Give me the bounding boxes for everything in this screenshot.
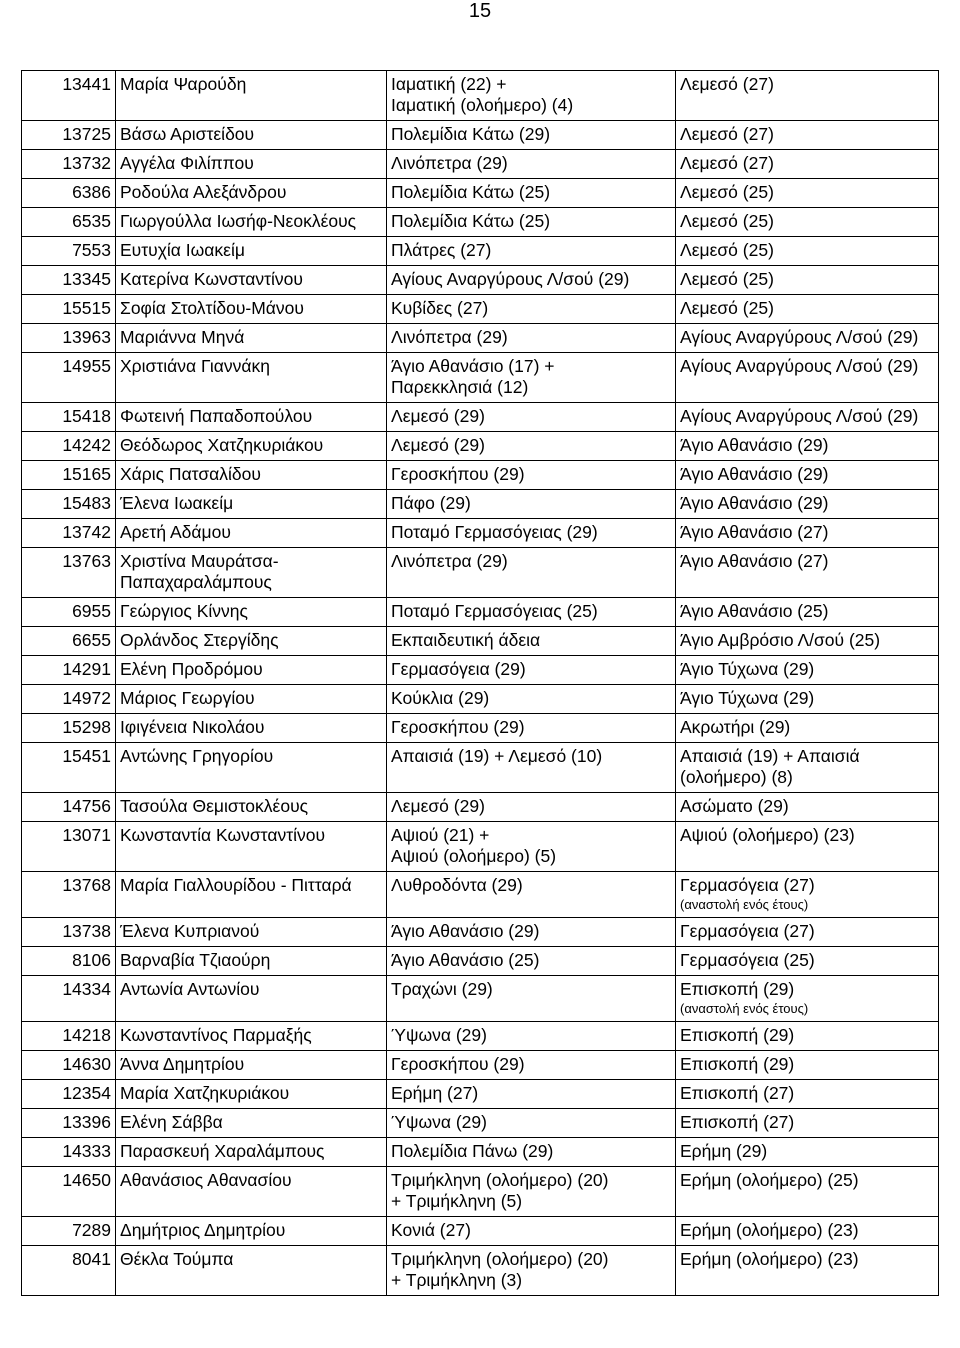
destination-line: Λεμεσό (25) (680, 240, 774, 260)
origin-school-cell (387, 793, 676, 822)
table-row (22, 324, 939, 353)
teacher-id-cell: 15483 (22, 490, 116, 519)
origin-line: Λινόπετρα (29) (391, 327, 508, 347)
table-row (22, 519, 939, 548)
teacher-id-cell: 12354 (22, 1080, 116, 1109)
origin-line: Αψιού (ολοήμερο) (5) (391, 846, 557, 866)
destination-school-cell (676, 121, 939, 150)
teacher-name-cell: Κωνσταντία Κωνσταντίνου (116, 822, 387, 872)
teacher-id-cell: 14756 (22, 793, 116, 822)
destination-school-cell (676, 1167, 939, 1217)
origin-line: Πολεμίδια Πάνω (29) (391, 1141, 554, 1161)
transfer-table-body (22, 71, 939, 1296)
destination-line: Επισκοπή (27) (680, 1112, 795, 1132)
teacher-name-cell: Μαρία Γιαλλουρίδου - Πιτταρά (116, 872, 387, 918)
origin-line: Γεροσκήπου (29) (391, 717, 525, 737)
teacher-name-cell: Βάσω Αριστείδου (116, 121, 387, 150)
destination-school-cell (676, 266, 939, 295)
teacher-name-cell: Ελένη Προδρόμου (116, 656, 387, 685)
origin-line: Κονιά (27) (391, 1220, 471, 1240)
origin-line: Αγίους Αναργύρους Λ/σού (29) (391, 269, 630, 289)
origin-school-cell (387, 1051, 676, 1080)
origin-school-cell (387, 490, 676, 519)
destination-line: Ακρωτήρι (29) (680, 717, 791, 737)
origin-line: Πλάτρες (27) (391, 240, 492, 260)
origin-school-cell (387, 743, 676, 793)
destination-line: Αγίους Αναργύρους Λ/σού (29) (680, 356, 919, 376)
teacher-id-cell: 6535 (22, 208, 116, 237)
destination-line: Επισκοπή (27) (680, 1083, 795, 1103)
teacher-name-cell: Μαρία Ψαρούδη (116, 71, 387, 121)
destination-school-cell (676, 872, 939, 918)
table-row (22, 656, 939, 685)
destination-line: Γερμασόγεια (25) (680, 950, 815, 970)
origin-line: Ποταμό Γερμασόγειας (25) (391, 601, 598, 621)
teacher-id-cell: 7289 (22, 1217, 116, 1246)
table-row (22, 1217, 939, 1246)
teacher-name-cell: Κωνσταντίνος Παρμαξής (116, 1022, 387, 1051)
table-row (22, 121, 939, 150)
destination-school-cell (676, 461, 939, 490)
teacher-id-cell: 13725 (22, 121, 116, 150)
teacher-id-cell: 15298 (22, 714, 116, 743)
destination-school-cell (676, 353, 939, 403)
table-row (22, 627, 939, 656)
teacher-name-cell: Ελένη Σάββα (116, 1109, 387, 1138)
table-row (22, 150, 939, 179)
teacher-name-cell: Ιφιγένεια Νικολάου (116, 714, 387, 743)
destination-school-cell (676, 237, 939, 266)
origin-school-cell (387, 208, 676, 237)
teacher-name-cell: Γιωργούλλα Ιωσήφ-Νεοκλέους (116, 208, 387, 237)
origin-line: Πολεμίδια Κάτω (25) (391, 211, 551, 231)
origin-line: Ύψωνα (29) (391, 1025, 487, 1045)
destination-school-cell (676, 598, 939, 627)
origin-school-cell (387, 598, 676, 627)
table-row (22, 179, 939, 208)
teacher-id-cell: 6955 (22, 598, 116, 627)
origin-school-cell (387, 432, 676, 461)
origin-line: Άγιο Αθανάσιο (25) (391, 950, 540, 970)
destination-line: Άγιο Αθανάσιο (29) (680, 435, 829, 455)
origin-line: Απαισιά (19) + Λεμεσό (10) (391, 746, 603, 766)
origin-line: Πάφο (29) (391, 493, 471, 513)
origin-school-cell (387, 822, 676, 872)
table-row (22, 403, 939, 432)
destination-school-cell (676, 490, 939, 519)
origin-school-cell (387, 237, 676, 266)
origin-line: Γεροσκήπου (29) (391, 1054, 525, 1074)
table-row (22, 266, 939, 295)
origin-line: Λινόπετρα (29) (391, 551, 508, 571)
origin-line: Γερμασόγεια (29) (391, 659, 526, 679)
teacher-id-cell: 13763 (22, 548, 116, 598)
origin-line: Πολεμίδια Κάτω (25) (391, 182, 551, 202)
destination-line: Επισκοπή (29) (680, 979, 795, 999)
origin-school-cell (387, 1080, 676, 1109)
destination-line: Ερήμη (ολοήμερο) (25) (680, 1170, 859, 1190)
teacher-id-cell: 14242 (22, 432, 116, 461)
destination-school-cell (676, 793, 939, 822)
origin-line: Τραχώνι (29) (391, 979, 493, 999)
table-row (22, 976, 939, 1022)
destination-school-cell (676, 1138, 939, 1167)
teacher-id-cell: 13963 (22, 324, 116, 353)
origin-line: Ύψωνα (29) (391, 1112, 487, 1132)
table-row (22, 743, 939, 793)
teacher-name-cell: Ευτυχία Ιωακείμ (116, 237, 387, 266)
destination-school-cell (676, 743, 939, 793)
teacher-name-cell: Τασούλα Θεμιστοκλέους (116, 793, 387, 822)
teacher-name-cell: Θεόδωρος Χατζηκυριάκου (116, 432, 387, 461)
teacher-id-cell: 14955 (22, 353, 116, 403)
destination-school-cell (676, 519, 939, 548)
origin-line: Άγιο Αθανάσιο (29) (391, 921, 540, 941)
destination-school-cell (676, 1080, 939, 1109)
origin-school-cell (387, 403, 676, 432)
teacher-id-cell: 6655 (22, 627, 116, 656)
origin-school-cell (387, 324, 676, 353)
destination-school-cell (676, 295, 939, 324)
destination-line: Λεμεσό (25) (680, 211, 774, 231)
teacher-name-cell: Παρασκευή Χαραλάμπους (116, 1138, 387, 1167)
destination-school-cell (676, 208, 939, 237)
destination-line: Λεμεσό (27) (680, 74, 774, 94)
table-row (22, 1051, 939, 1080)
teacher-name-cell: Χριστιάνα Γιαννάκη (116, 353, 387, 403)
origin-school-cell (387, 266, 676, 295)
origin-school-cell (387, 1167, 676, 1217)
origin-school-cell (387, 947, 676, 976)
destination-school-cell (676, 548, 939, 598)
origin-line: Κούκλια (29) (391, 688, 490, 708)
origin-school-cell (387, 1109, 676, 1138)
teacher-name-cell: Φωτεινή Παπαδοπούλου (116, 403, 387, 432)
origin-school-cell (387, 1138, 676, 1167)
origin-line: Άγιο Αθανάσιο (17) + (391, 356, 555, 376)
table-row (22, 237, 939, 266)
teacher-name-cell: Μαριάννα Μηνά (116, 324, 387, 353)
origin-school-cell (387, 1022, 676, 1051)
teacher-id-cell: 13742 (22, 519, 116, 548)
suspension-note: (αναστολή ενός έτους) (680, 897, 809, 912)
teacher-name-cell: Βαρναβία Τζιαούρη (116, 947, 387, 976)
origin-line: Πολεμίδια Κάτω (29) (391, 124, 551, 144)
origin-school-cell (387, 71, 676, 121)
destination-school-cell (676, 627, 939, 656)
transfer-table (21, 70, 939, 1296)
table-row (22, 822, 939, 872)
destination-line: Ασώματο (29) (680, 796, 789, 816)
table-row (22, 295, 939, 324)
destination-school-cell (676, 656, 939, 685)
destination-line: Άγιο Αμβρόσιο Λ/σού (25) (680, 630, 881, 650)
table-row (22, 918, 939, 947)
table-row (22, 872, 939, 918)
origin-school-cell (387, 656, 676, 685)
destination-school-cell (676, 71, 939, 121)
teacher-id-cell: 15451 (22, 743, 116, 793)
destination-school-cell (676, 976, 939, 1022)
teacher-name-cell: Αθανάσιος Αθανασίου (116, 1167, 387, 1217)
table-row (22, 1167, 939, 1217)
teacher-name-cell: Ροδούλα Αλεξάνδρου (116, 179, 387, 208)
origin-line: Κυβίδες (27) (391, 298, 489, 318)
teacher-id-cell: 15515 (22, 295, 116, 324)
origin-school-cell (387, 461, 676, 490)
destination-line: Άγιο Αθανάσιο (25) (680, 601, 829, 621)
origin-line: Αψιού (21) + (391, 825, 490, 845)
teacher-id-cell: 15165 (22, 461, 116, 490)
teacher-id-cell: 14650 (22, 1167, 116, 1217)
table-row (22, 490, 939, 519)
teacher-id-cell: 14218 (22, 1022, 116, 1051)
table-row (22, 598, 939, 627)
teacher-name-cell: Ορλάνδος Στεργίδης (116, 627, 387, 656)
destination-school-cell (676, 1051, 939, 1080)
suspension-note: (αναστολή ενός έτους) (680, 1001, 809, 1016)
destination-line: Άγιο Αθανάσιο (27) (680, 522, 829, 542)
teacher-name-cell: Γεώργιος Κίννης (116, 598, 387, 627)
destination-line: Αγίους Αναργύρους Λ/σού (29) (680, 406, 919, 426)
origin-school-cell (387, 685, 676, 714)
origin-line: Ιαματική (ολοήμερο) (4) (391, 95, 574, 115)
table-row (22, 714, 939, 743)
teacher-id-cell: 13345 (22, 266, 116, 295)
teacher-id-cell: 14334 (22, 976, 116, 1022)
origin-school-cell (387, 976, 676, 1022)
teacher-name-cell: Άννα Δημητρίου (116, 1051, 387, 1080)
destination-line: Άγιο Αθανάσιο (29) (680, 464, 829, 484)
destination-line: Άγιο Αθανάσιο (27) (680, 551, 829, 571)
destination-school-cell (676, 1109, 939, 1138)
table-row (22, 432, 939, 461)
origin-line: Λεμεσό (29) (391, 796, 485, 816)
table-row (22, 1246, 939, 1296)
destination-line: Επισκοπή (29) (680, 1054, 795, 1074)
teacher-id-cell: 8106 (22, 947, 116, 976)
table-row (22, 548, 939, 598)
destination-school-cell (676, 685, 939, 714)
table-row (22, 1138, 939, 1167)
teacher-id-cell: 14291 (22, 656, 116, 685)
origin-school-cell (387, 150, 676, 179)
teacher-id-cell: 14972 (22, 685, 116, 714)
teacher-name-cell: Κατερίνα Κωνσταντίνου (116, 266, 387, 295)
destination-school-cell (676, 179, 939, 208)
destination-line: Γερμασόγεια (27) (680, 921, 815, 941)
origin-line: Ποταμό Γερμασόγειας (29) (391, 522, 598, 542)
teacher-id-cell: 7553 (22, 237, 116, 266)
table-row (22, 1109, 939, 1138)
origin-school-cell (387, 918, 676, 947)
teacher-name-cell: Έλενα Ιωακείμ (116, 490, 387, 519)
table-row (22, 947, 939, 976)
teacher-id-cell: 8041 (22, 1246, 116, 1296)
origin-school-cell (387, 872, 676, 918)
origin-line: Λεμεσό (29) (391, 435, 485, 455)
table-row (22, 793, 939, 822)
teacher-name-cell: Αντώνης Γρηγορίου (116, 743, 387, 793)
teacher-id-cell: 13441 (22, 71, 116, 121)
teacher-id-cell: 13738 (22, 918, 116, 947)
destination-line: Άγιο Τύχωνα (29) (680, 688, 815, 708)
teacher-name-cell: Δημήτριος Δημητρίου (116, 1217, 387, 1246)
destination-line: Λεμεσό (25) (680, 182, 774, 202)
page-number: 15 (468, 0, 492, 22)
destination-school-cell (676, 947, 939, 976)
origin-school-cell (387, 519, 676, 548)
table-row (22, 1022, 939, 1051)
teacher-name-cell: Θέκλα Τούμπα (116, 1246, 387, 1296)
teacher-name-cell: Έλενα Κυπριανού (116, 918, 387, 947)
destination-school-cell (676, 324, 939, 353)
teacher-id-cell: 14333 (22, 1138, 116, 1167)
teacher-id-cell: 15418 (22, 403, 116, 432)
origin-school-cell (387, 353, 676, 403)
teacher-name-cell: Χριστίνα Μαυράτσα-Παπαχαραλάμπους (116, 548, 387, 598)
origin-line: Ιαματική (22) + (391, 74, 507, 94)
destination-school-cell (676, 918, 939, 947)
origin-school-cell (387, 179, 676, 208)
table-row (22, 71, 939, 121)
origin-school-cell (387, 627, 676, 656)
origin-school-cell (387, 548, 676, 598)
destination-line: Λεμεσό (27) (680, 124, 774, 144)
origin-line: Παρεκκλησιά (12) (391, 377, 529, 397)
teacher-id-cell: 6386 (22, 179, 116, 208)
teacher-name-cell: Αντωνία Αντωνίου (116, 976, 387, 1022)
teacher-name-cell: Χάρις Πατσαλίδου (116, 461, 387, 490)
destination-line: Λεμεσό (25) (680, 269, 774, 289)
destination-school-cell (676, 714, 939, 743)
table-row (22, 685, 939, 714)
origin-school-cell (387, 714, 676, 743)
teacher-name-cell: Αρετή Αδάμου (116, 519, 387, 548)
destination-school-cell (676, 1022, 939, 1051)
destination-line: Αψιού (ολοήμερο) (23) (680, 825, 855, 845)
origin-line: Γεροσκήπου (29) (391, 464, 525, 484)
origin-line: Λυθροδόντα (29) (391, 875, 523, 895)
table-row (22, 1080, 939, 1109)
teacher-name-cell: Μαρία Χατζηκυριάκου (116, 1080, 387, 1109)
origin-line: + Τριμήκληνη (5) (391, 1191, 523, 1211)
destination-line: Επισκοπή (29) (680, 1025, 795, 1045)
teacher-id-cell: 13396 (22, 1109, 116, 1138)
destination-line: Απαισιά (19) + Απαισιά (ολοήμερο) (8) (680, 746, 860, 787)
table-row (22, 461, 939, 490)
origin-line: Εκπαιδευτική άδεια (391, 630, 541, 650)
teacher-id-cell: 14630 (22, 1051, 116, 1080)
destination-line: Άγιο Αθανάσιο (29) (680, 493, 829, 513)
destination-line: Λεμεσό (27) (680, 153, 774, 173)
origin-school-cell (387, 295, 676, 324)
teacher-id-cell: 13768 (22, 872, 116, 918)
teacher-name-cell: Αγγέλα Φιλίππου (116, 150, 387, 179)
origin-line: Λινόπετρα (29) (391, 153, 508, 173)
teacher-name-cell: Σοφία Στολτίδου-Μάνου (116, 295, 387, 324)
origin-line: Λεμεσό (29) (391, 406, 485, 426)
destination-line: Ερήμη (29) (680, 1141, 768, 1161)
origin-school-cell (387, 121, 676, 150)
origin-school-cell (387, 1217, 676, 1246)
origin-line: Ερήμη (27) (391, 1083, 479, 1103)
table-row (22, 208, 939, 237)
teacher-id-cell: 13071 (22, 822, 116, 872)
origin-line: Τριμήκληνη (ολοήμερο) (20) (391, 1170, 609, 1190)
origin-school-cell (387, 1246, 676, 1296)
destination-line: Αγίους Αναργύρους Λ/σού (29) (680, 327, 919, 347)
destination-line: Γερμασόγεια (27) (680, 875, 815, 895)
origin-line: + Τριμήκληνη (3) (391, 1270, 523, 1290)
destination-line: Λεμεσό (25) (680, 298, 774, 318)
destination-school-cell (676, 432, 939, 461)
destination-school-cell (676, 1246, 939, 1296)
destination-line: Ερήμη (ολοήμερο) (23) (680, 1220, 859, 1240)
destination-school-cell (676, 403, 939, 432)
destination-school-cell (676, 150, 939, 179)
destination-school-cell (676, 1217, 939, 1246)
origin-line: Τριμήκληνη (ολοήμερο) (20) (391, 1249, 609, 1269)
teacher-name-cell: Μάριος Γεωργίου (116, 685, 387, 714)
destination-line: Άγιο Τύχωνα (29) (680, 659, 815, 679)
destination-line: Ερήμη (ολοήμερο) (23) (680, 1249, 859, 1269)
table-row (22, 353, 939, 403)
destination-school-cell (676, 822, 939, 872)
teacher-id-cell: 13732 (22, 150, 116, 179)
